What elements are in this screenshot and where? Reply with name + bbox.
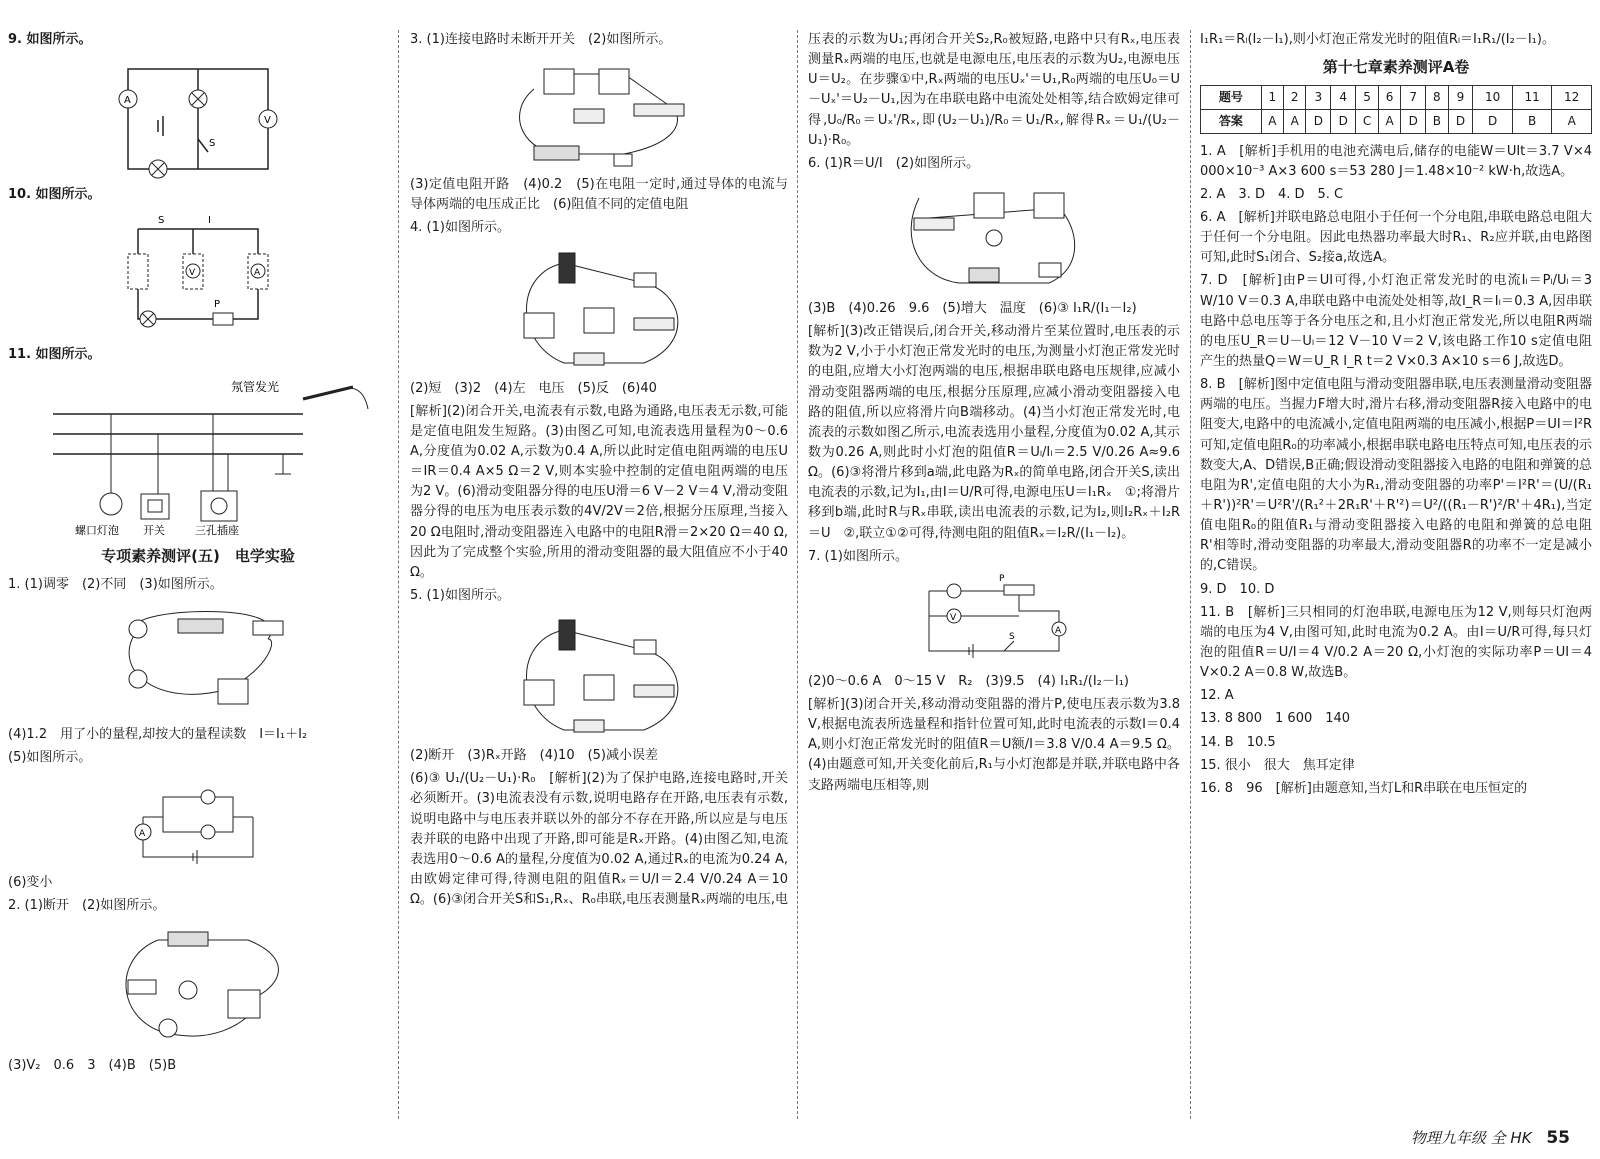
label-switch: 开关	[143, 524, 165, 538]
question-7-b: (2)0～0.6 A 0～15 V R₂ (3)9.5 (4) I₁R₁/(I₂－I₁)	[808, 673, 1130, 689]
answer-2-5: 2. A 3. D 4. D 5. C	[1200, 186, 1344, 202]
answer-9-10: 9. D 10. D	[1200, 581, 1275, 597]
table-cell-number: 1	[1261, 86, 1283, 110]
table-cell-number: 5	[1356, 86, 1379, 110]
svg-text:V: V	[264, 115, 271, 127]
svg-text:S: S	[1009, 631, 1015, 642]
wiring-diagram-q11	[13, 369, 383, 539]
physical-circuit-s1	[98, 599, 298, 719]
question-3-a: 3. (1)连接电路时未断开开关 (2)如图所示。	[410, 32, 672, 47]
table-cell-number: 9	[1448, 86, 1473, 110]
table-cell-answer: D	[1331, 109, 1356, 133]
col4-continuation: I₁R₁＝Rₗ(I₂－I₁),则小灯泡正常发光时的阻值Rₗ＝I₁R₁/(I₂－I₁)。	[1200, 32, 1555, 47]
svg-text:A: A	[139, 829, 146, 840]
question-5-c: (6)③ U₁/(U₂－U₁)·R₀ [解析](2)为了保护电路,连接电路时,开关必须断开。(3)电流表没有示数,说明电路存在开路,电压表有示数,说明电路中与电压表并联以外的部分不存在开路,所以应是与电压表并联的电路中出现了开路,即可能是Rₓ开路。(4)由图乙知,电流表选用0～0.6 A的量程,分度值为0.02 A,通过Rₓ的电流为0.24 A,由欧姆定律可得,待测电阻的阻值Rₓ＝U/I＝2.4 V/0.24 A＝10 Ω。(6)③闭合开关S和S₁,Rₓ、R₀串联,电压表测量Rₓ两端的电压,电	[410, 771, 788, 908]
svg-text:A: A	[254, 268, 261, 279]
svg-text:P: P	[999, 573, 1005, 584]
table-cell-answer: D	[1448, 109, 1473, 133]
book-title: 物理九年级 全 HK	[1410, 1128, 1532, 1147]
column-2	[410, 30, 788, 1119]
circuit-diagram-s1-5	[123, 772, 273, 867]
section-q1-d: (6)变小	[8, 875, 53, 891]
answer-14: 14. B 10.5	[1200, 734, 1276, 750]
answer-6: 6. A [解析]并联电路总电阻小于任何一个分电阻,串联电路总电阻大于任何一个分电阻。因此电热器功率最大时R₁、R₂应并联,由电路图可知,此时S₁闭合、S₂接a,故选A。	[1200, 210, 1592, 266]
section-title: 专项素养测评(五) 电学实验	[101, 547, 295, 566]
column-3	[808, 30, 1180, 1119]
question-11: 11. 如图所示。	[8, 347, 101, 363]
svg-text:S: S	[158, 215, 165, 227]
circuit-diagram-q10	[108, 209, 288, 339]
question-4-c: [解析](2)闭合开关,电流表有示数,电路为通路,电压表无示数,可能是定值电阻发生短路。(3)由图乙可知,电流表选用量程为0～0.6 A,分度值为0.02 A,示数为0.4 A,所以此时定值电阻两端的电压U＝IR＝0.4 A×5 Ω＝2 V,则本实验中控制的定值电阻两端的电压为2 V。(6)滑动变阻器分得的电压U滑＝6 V－2 V＝4 V,滑动变阻器分得的电压为电压表示数的4V/2V＝2倍,根据分压原理,当接入20 Ω电阻时,滑动变阻器连入电路中的电阻R滑＝2×20 Ω＝40 Ω,因此为了完成整个实验,所用的滑动变阻器的最大阻值应不小于40 Ω。	[410, 403, 788, 580]
section-q1-c: (5)如图所示。	[8, 749, 92, 765]
table-cell-answer: A	[1261, 109, 1283, 133]
column-4	[1200, 30, 1592, 1119]
answer-8: 8. B [解析]图中定值电阻与滑动变阻器串联,电压表测量滑动变阻器两端的电压。当握力F增大时,滑片右移,滑动变阻器R接入电路中的电阻变大,电路中的电流减小,定值电阻两端的电压减小,根据P＝UI＝I²R可知,定值电阻R₀的功率减小,根据串联电路电压特点可知,电压表的示数变大,A、D错误,B正确;假设滑动变阻器接入电路的电阻和弹簧的总电阻为R',定值电阻的大小为R₁,滑动变阻器的功率P'＝I²R'＝(U/(R₁＋R'))²R'＝U²R'/(R₁²＋2R₁R'＋R'²)＝U²/((R₁－R')²/R'＋4R₁),当定值电阻R₀的阻值R₁与滑动变阻器接入电路的电阻和弹簧的总电阻R'相等时,滑动变阻器的功率最大,滑动变阻器R的功率不一定是减小的,C错误。	[1200, 377, 1592, 574]
physical-circuit-q4	[504, 243, 694, 373]
physical-circuit-q6	[899, 178, 1089, 293]
question-6-b: (3)B (4)0.26 9.6 (5)增大 温度 (6)③ I₁R/(I₁－I₂)	[808, 300, 1137, 316]
question-4-b: (2)短 (3)2 (4)左 电压 (5)反 (6)40	[410, 380, 657, 396]
question-10: 10. 如图所示。	[8, 187, 101, 203]
question-7-a: 7. (1)如图所示。	[808, 548, 908, 564]
question-7-c: [解析](3)闭合开关,移动滑动变阻器的滑片P,使电压表示数为3.8 V,根据电流表所选量程和指针位置可知,此时电流表的示数I＝0.4 A,则小灯泡正常发光时的阻值R＝U额/I＝3.8 V/0.4 A＝9.5 Ω。(4)由题意可知,开关变化前后,R₁与小灯泡都是并联,并联电路中各支路两端电压相等,则	[808, 696, 1180, 793]
table-cell-number: 12	[1552, 86, 1592, 110]
column-divider	[797, 30, 798, 1119]
table-cell-answer: B	[1426, 109, 1448, 133]
circuit-diagram-q7	[909, 571, 1079, 666]
answer-15: 15. 很小 很大 焦耳定律	[1200, 757, 1355, 773]
answer-7: 7. D [解析]由P＝UI可得,小灯泡正常发光时的电流Iₗ＝Pₗ/Uₗ＝3 W/10 V＝0.3 A,串联电路中电流处处相等,故I_R＝Iₗ＝0.3 A,因串联电路中总电压等于各分电压之和,且小灯泡正常发光,所以电阻R两端的电压U_R＝U－Uₗ＝12 V－10 V＝2 V,该电路工作10 s定值电阻产生的热量Q＝W＝U_R I_R t＝2 V×0.3 A×10 s＝6 J,故选D。	[1200, 273, 1592, 369]
table-cell-number: 11	[1512, 86, 1552, 110]
table-cell-answer: A	[1378, 109, 1400, 133]
table-cell-number: 7	[1401, 86, 1426, 110]
section-q1-b: (4)1.2 用了小的量程,却按大的量程读数 I＝I₁＋I₂	[8, 726, 308, 742]
question-3-b: (3)定值电阻开路 (4)0.2 (5)在电阻一定时,通过导体的电流与导体两端的电压成正比 (6)阻值不同的定值电阻	[410, 177, 788, 213]
table-cell-number: 6	[1378, 86, 1400, 110]
question-5-b: (2)断开 (3)Rₓ开路 (4)10 (5)减小误差	[410, 748, 659, 764]
table-cell-answer: D	[1306, 109, 1331, 133]
section-q2-a: 2. (1)断开 (2)如图所示。	[8, 898, 166, 914]
table-row-label: 题号	[1201, 86, 1262, 110]
table-cell-answer: D	[1473, 109, 1513, 133]
answer-1: 1. A [解析]手机用的电池充满电后,储存的电能W＝UIt＝3.7 V×4 000×10⁻³ A×3 600 s＝53 280 J＝1.48×10⁻² kW·h,故选A。	[1200, 143, 1592, 179]
table-cell-answer: A	[1552, 109, 1592, 133]
chapter-title: 第十七章素养测评A卷	[1322, 58, 1470, 77]
table-cell-number: 4	[1331, 86, 1356, 110]
column-1	[8, 30, 388, 1119]
column-divider	[1190, 30, 1191, 1119]
svg-text:S: S	[209, 138, 216, 150]
answer-table	[1200, 85, 1592, 133]
answer-12: 12. A	[1200, 688, 1234, 704]
col3-continuation: 压表的示数为U₁;再闭合开关S₂,R₀被短路,电路中只有Rₓ,电压表测量Rₓ两端的电压,也就是电源电压,电压表的示数为U₂,电源电压U＝U₂。在步骤①中,Rₓ两端的电压Uₓ'＝U₁,R₀两端的电压U₀＝U－Uₓ'＝U₂－U₁,因为在串联电路中电流处处相等,结合欧姆定律可得,U₀/R₀＝Uₓ'/Rₓ,即(U₂－U₁)/R₀＝U₁/Rₓ,解得Rₓ＝U₁/(U₂－U₁)·R₀。	[808, 32, 1180, 148]
section-q1-a: 1. (1)调零 (2)不同 (3)如图所示。	[8, 576, 223, 592]
circuit-diagram-q9	[113, 54, 283, 179]
answer-13: 13. 8 800 1 600 140	[1200, 711, 1351, 727]
column-divider	[398, 30, 399, 1119]
svg-text:V: V	[950, 612, 957, 623]
question-9: 9. 如图所示。	[8, 32, 92, 47]
table-cell-answer: D	[1401, 109, 1426, 133]
table-cell-answer: B	[1512, 109, 1552, 133]
svg-text:A: A	[1055, 625, 1062, 636]
table-cell-number: 3	[1306, 86, 1331, 110]
section-q2-b: (3)V₂ 0.6 3 (4)B (5)B	[8, 1058, 177, 1074]
physical-circuit-q5	[504, 610, 694, 740]
table-cell-answer: C	[1356, 109, 1379, 133]
label-lamp: 螺口灯泡	[75, 524, 119, 538]
table-row-label: 答案	[1201, 109, 1262, 133]
table-cell-number: 10	[1473, 86, 1513, 110]
label-neon: 氖管发光	[231, 380, 280, 395]
page-footer	[1411, 1125, 1570, 1151]
svg-text:P: P	[214, 299, 221, 311]
question-6-c: [解析](3)改正错误后,闭合开关,移动滑片至某位置时,电压表的示数为2 V,小于小灯泡正常发光时的电压,为测量小灯泡正常发光时的电阻,应增大小灯泡两端的电压,根据串联电路电压规律,应减小滑动变阻器两端的电压,根据分压原理,应减小滑动变阻器接入电路的阻值,所以应将滑片向B端移动。(4)当小灯泡正常发光时,电流表的示数如图乙所示,电流表选用小量程,分度值为0.02 A,其示数为0.26 A,则此时小灯泡的阻值R＝Uₗ/Iₗ＝2.5 V/0.26 A≈9.6 Ω。(6)③将滑片移到a端,此电路为Rₓ的简单电路,闭合开关S,读出电流表的示数,记为I₁,由I＝U/R可得,电源电压U＝I₁Rₓ ①;将滑片移到b端,此时R与Rₓ串联,读出电流表的示数,记为I₂,则I₂Rₓ＋I₂R＝U ②,联立①②可得,待测电阻的阻值Rₓ＝I₂R/(I₁－I₂)。	[808, 324, 1180, 541]
table-cell-number: 8	[1426, 86, 1448, 110]
svg-text:I: I	[208, 215, 211, 227]
question-4-a: 4. (1)如图所示。	[410, 220, 510, 236]
svg-text:A: A	[124, 95, 131, 107]
physical-circuit-q3	[504, 54, 694, 169]
page-number: 55	[1546, 1127, 1570, 1148]
answer-16: 16. 8 96 [解析]由题意知,当灯L和R串联在电压恒定的	[1200, 780, 1528, 796]
question-6-a: 6. (1)R＝U/I (2)如图所示。	[808, 155, 980, 171]
table-cell-number: 2	[1284, 86, 1306, 110]
table-cell-answer: A	[1284, 109, 1306, 133]
answer-11: 11. B [解析]三只相同的灯泡串联,电源电压为12 V,则每只灯泡两端的电压为4 V,由图可知,此时电流为0.2 A。由I＝U/R可得,每只灯泡的阻值R＝U/I＝4 V/0.2 A＝20 Ω,小灯泡的实际功率P＝UI＝4 V×0.2 A＝0.8 W,故选B。	[1200, 604, 1592, 681]
svg-text:V: V	[189, 268, 196, 279]
physical-circuit-s2	[98, 920, 298, 1050]
label-socket: 三孔插座	[195, 524, 239, 538]
question-5-a: 5. (1)如图所示。	[410, 587, 510, 603]
